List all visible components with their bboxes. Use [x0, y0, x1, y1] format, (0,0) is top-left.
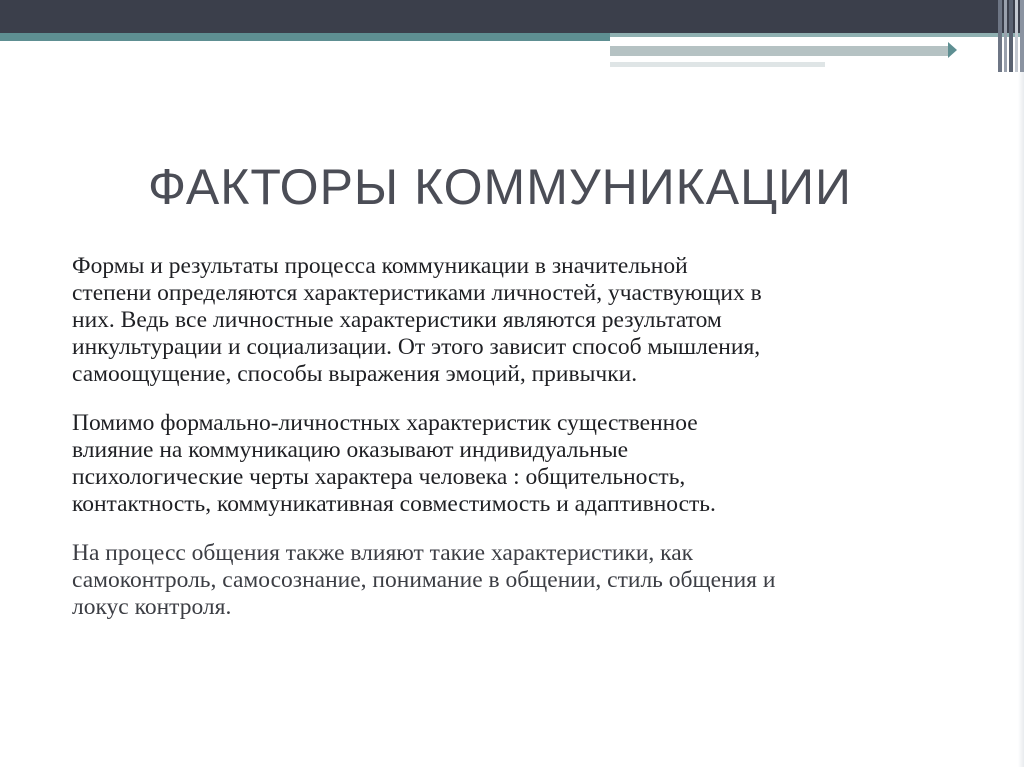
paragraph-line: Помимо формально-личностных характеристик существенное: [72, 410, 698, 436]
paragraph-line: Формы и результаты процесса коммуникации в значительной: [72, 253, 688, 279]
corner-stripe: [1004, 0, 1007, 72]
paragraph-line: самоощущение, способы выражения эмоций, привычки.: [72, 361, 638, 387]
header-band-grey: [610, 46, 950, 56]
paragraph-1: [72, 253, 962, 388]
paragraph-line: контактность, коммуникативная совместимость и адаптивность.: [72, 491, 716, 517]
paragraph-line: инкультурации и социализации. От этого зависит способ мышления,: [72, 334, 761, 360]
paragraph-line: них. Ведь все личностные характеристики являются результатом: [72, 307, 722, 333]
paragraph-line: локус контроля.: [72, 594, 232, 620]
paragraph-line: степени определяются характеристиками личностей, участвующих в: [72, 280, 762, 306]
corner-stripe: [998, 0, 1002, 72]
paragraph-2: [72, 410, 962, 518]
right-edge-shadow: [1018, 72, 1024, 767]
corner-stripe: [1009, 0, 1013, 72]
header-band-teal-light: [610, 33, 1024, 37]
corner-stripe: [1020, 0, 1024, 72]
paragraph-line: влияние на коммуникацию оказывают индивидуальные: [72, 437, 629, 463]
header-band-grey-thin: [610, 62, 825, 67]
paragraph-line: психологические черты характера человека : общительность,: [72, 464, 686, 490]
header-band-dark: [0, 0, 1024, 33]
paragraph-line: На процесс общения также влияют такие характеристики, как: [72, 540, 694, 566]
paragraph-line: самоконтроль, самосознание, понимание в общении, стиль общения и: [72, 567, 776, 593]
header-band-teal: [0, 33, 610, 41]
paragraph-3: [72, 540, 962, 621]
slide-title: ФАКТОРЫ КОММУНИКАЦИИ: [148, 159, 852, 215]
corner-stripe: [1015, 0, 1018, 72]
chevron-right-icon: [948, 42, 957, 58]
slide-body: [72, 253, 962, 643]
